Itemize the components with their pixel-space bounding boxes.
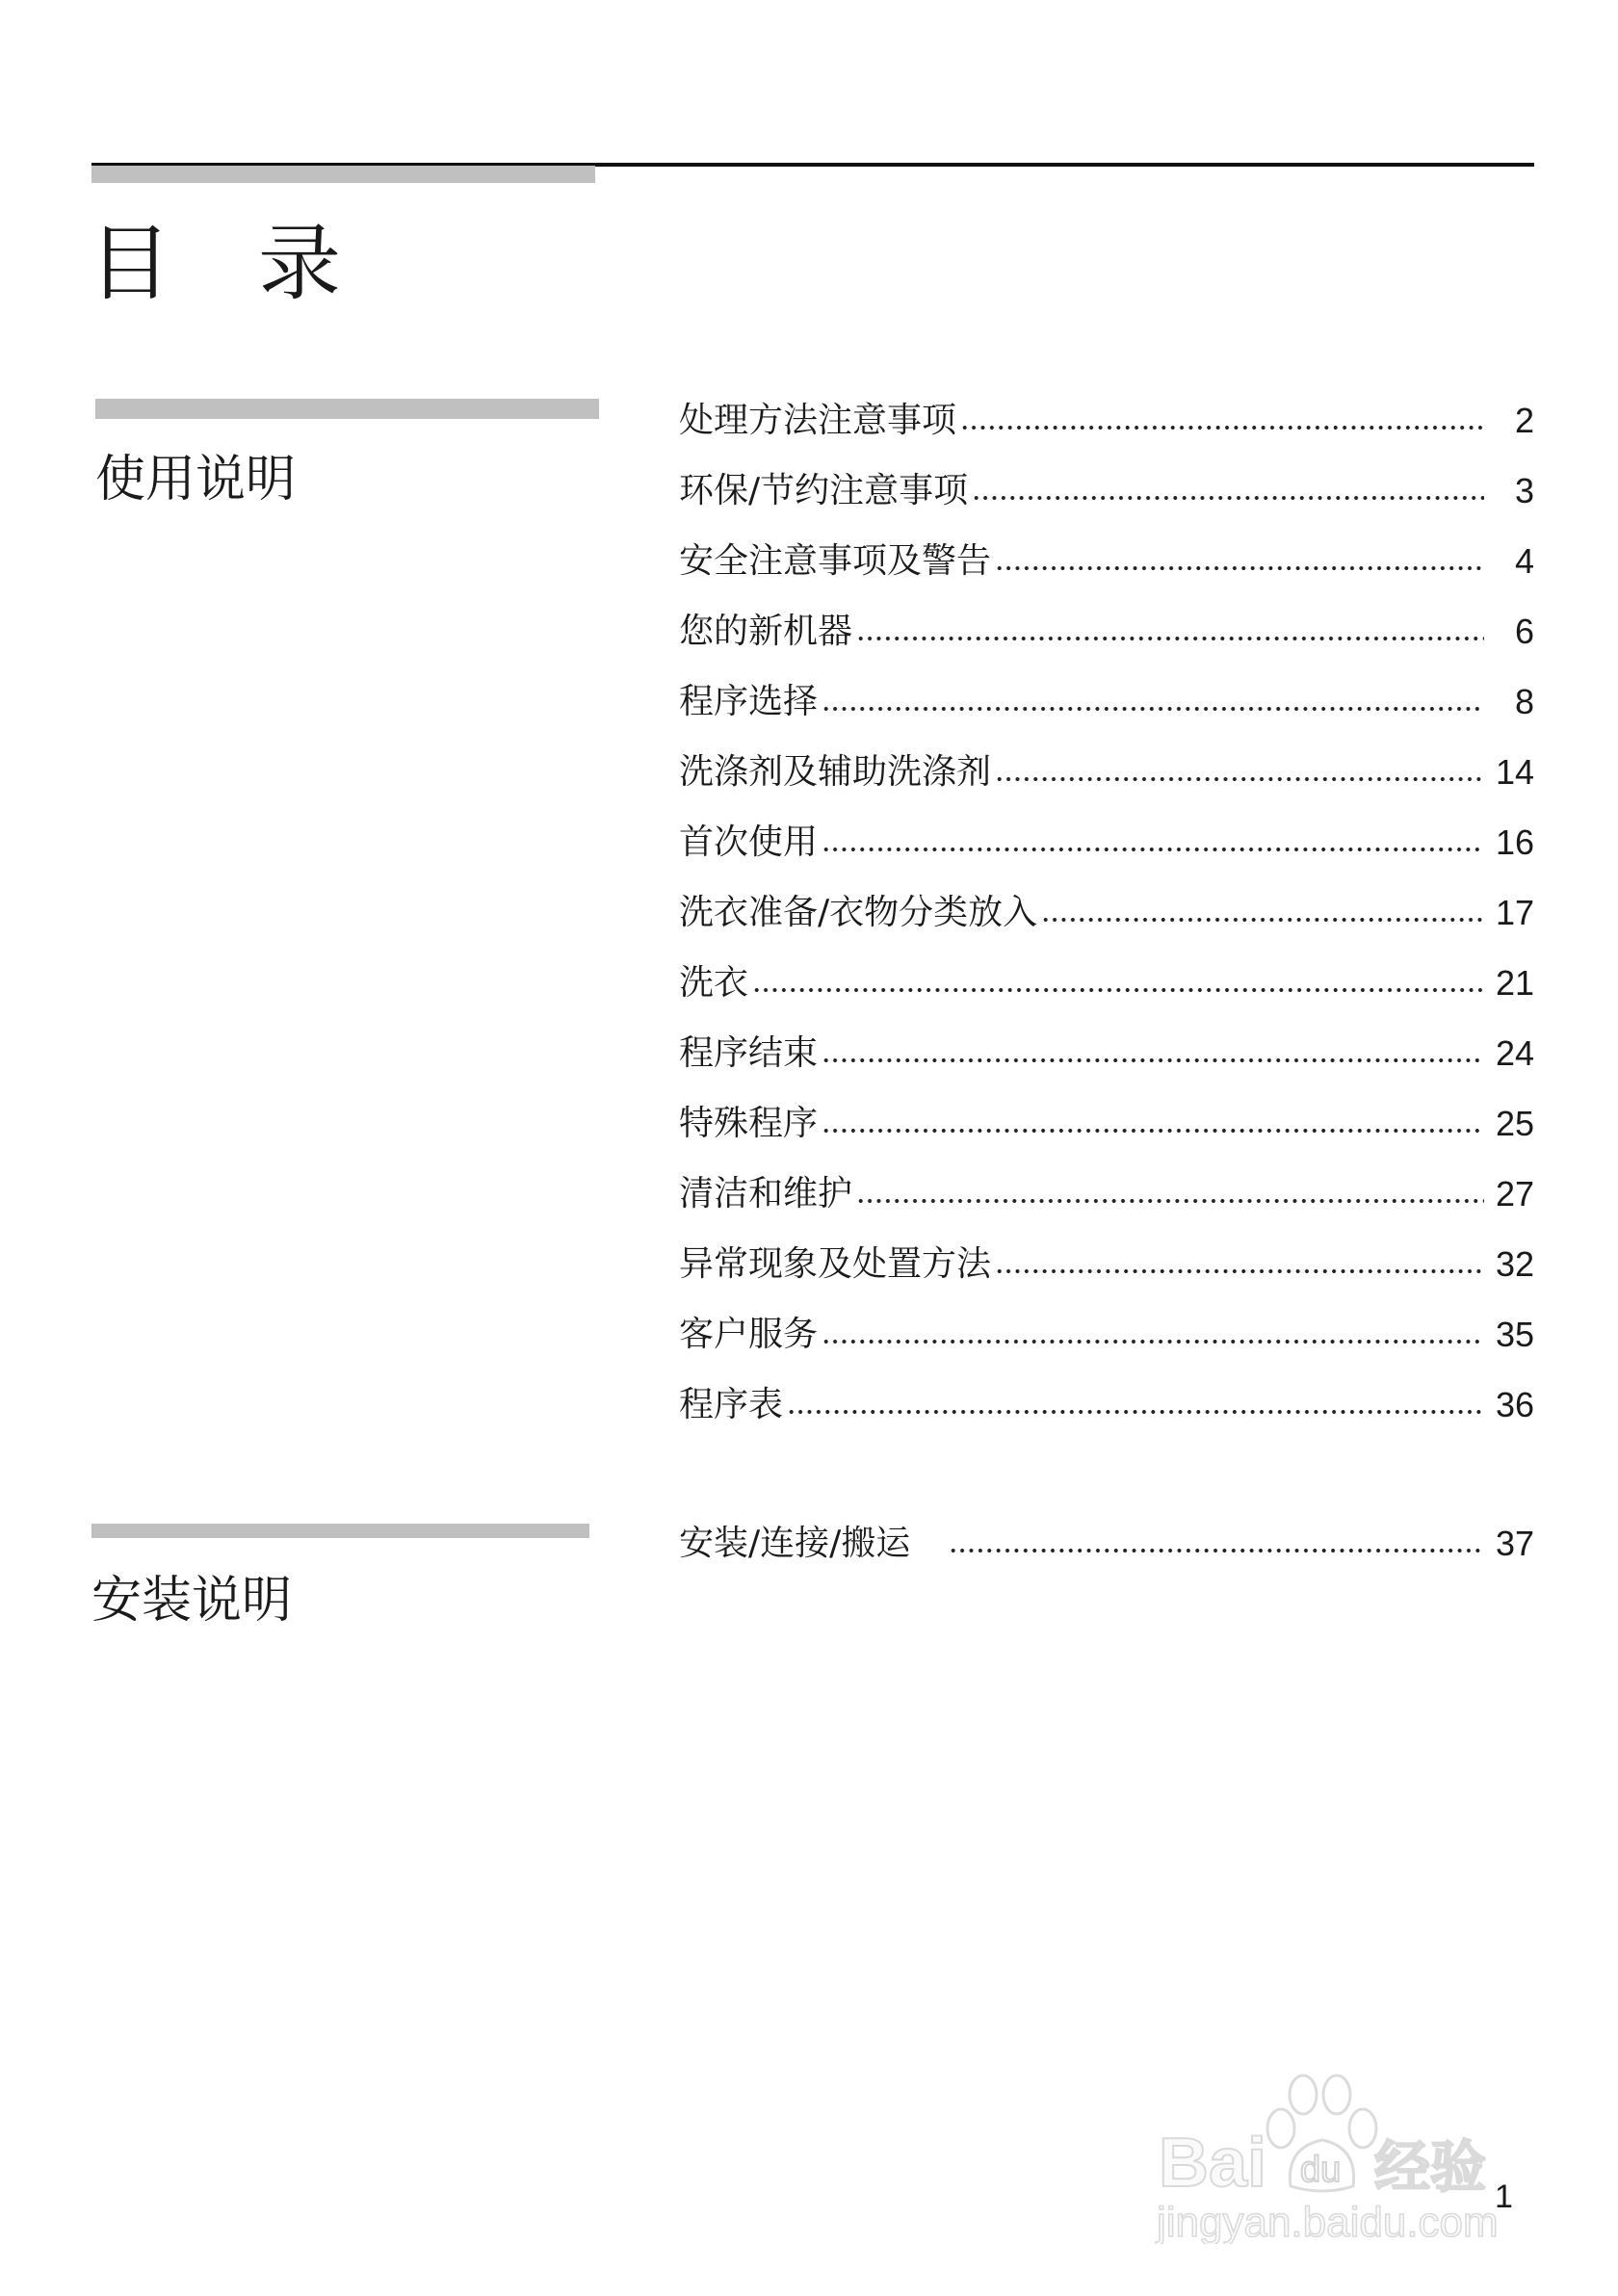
dot-leader [995, 776, 1484, 782]
toc-entry[interactable] [679, 723, 1534, 794]
entry-label: 安全注意事项及警告 [679, 541, 992, 581]
dot-leader [822, 706, 1484, 712]
entry-page: 27 [1495, 1174, 1534, 1213]
toc-install [679, 1495, 1534, 1565]
section-bar-install [91, 1524, 589, 1538]
baidu-watermark-logo [1151, 2051, 1536, 2244]
entry-label: 处理方法注意事项 [679, 401, 957, 440]
svg-text:jingyan.baidu.com: jingyan.baidu.com [1157, 2199, 1499, 2244]
entry-label: 程序选择 [679, 682, 819, 721]
dot-leader [995, 1268, 1484, 1274]
page-title [89, 218, 341, 310]
title-char-1: 目 [89, 216, 171, 312]
dot-leader [972, 495, 1484, 501]
entry-page: 16 [1495, 822, 1534, 862]
title-bar [91, 166, 595, 183]
entry-label: 程序表 [679, 1385, 784, 1424]
toc-entry[interactable] [679, 1495, 1534, 1565]
toc-entry[interactable] [679, 1356, 1534, 1426]
toc-entry[interactable] [679, 934, 1534, 1004]
entry-page: 8 [1514, 682, 1534, 721]
dot-leader [949, 1548, 1484, 1553]
toc-entry[interactable] [679, 512, 1534, 583]
entry-page: 17 [1495, 893, 1534, 932]
entry-label: 洗涤剂及辅助洗涤剂 [679, 752, 992, 792]
entry-label: 首次使用 [679, 822, 819, 862]
toc-entry[interactable] [679, 864, 1534, 934]
entry-page: 32 [1495, 1244, 1534, 1284]
dot-leader [752, 987, 1484, 993]
toc-entry[interactable] [679, 442, 1534, 512]
toc-entry[interactable] [679, 794, 1534, 864]
svg-text:经验: 经验 [1374, 2134, 1487, 2200]
entry-page: 14 [1495, 752, 1534, 792]
entry-page: 2 [1514, 401, 1534, 440]
dot-leader [822, 1057, 1484, 1063]
entry-page: 6 [1514, 612, 1534, 651]
dot-leader [822, 1339, 1484, 1344]
toc-entry[interactable] [679, 1215, 1534, 1286]
entry-label: 程序结束 [679, 1033, 819, 1073]
dot-leader [787, 1409, 1484, 1415]
dot-leader [960, 425, 1484, 430]
entry-page: 4 [1514, 541, 1534, 581]
entry-label: 客户服务 [679, 1315, 819, 1354]
entry-page: 3 [1514, 471, 1534, 510]
entry-label: 环保/节约注意事项 [679, 471, 969, 510]
section-bar-usage [95, 399, 599, 419]
entry-label: 您的新机器 [679, 612, 853, 651]
entry-label: 清洁和维护 [679, 1174, 853, 1213]
toc-usage [679, 372, 1534, 1426]
entry-label: 异常现象及处置方法 [679, 1244, 992, 1284]
entry-page: 24 [1495, 1033, 1534, 1073]
entry-label: 洗衣准备/衣物分类放入 [679, 893, 1038, 932]
svg-text:du: du [1300, 2150, 1342, 2190]
entry-page: 35 [1495, 1315, 1534, 1354]
toc-entry[interactable] [679, 653, 1534, 723]
dot-leader [822, 847, 1484, 852]
entry-label: 安装/连接/搬运 [679, 1524, 911, 1563]
section-heading-usage: 使用说明 [95, 451, 297, 509]
entry-page: 36 [1495, 1385, 1534, 1424]
toc-entry[interactable] [679, 372, 1534, 442]
entry-page: 37 [1495, 1524, 1534, 1563]
toc-entry[interactable] [679, 1145, 1534, 1215]
title-char-2: 录 [258, 216, 341, 312]
svg-text:Bai: Bai [1159, 2125, 1267, 2202]
dot-leader [822, 1128, 1484, 1134]
entry-label: 特殊程序 [679, 1104, 819, 1143]
toc-entry[interactable] [679, 1075, 1534, 1145]
section-heading-install: 安装说明 [91, 1572, 293, 1630]
toc-entry[interactable] [679, 1004, 1534, 1075]
dot-leader [856, 1198, 1484, 1204]
entry-page: 21 [1495, 963, 1534, 1003]
dot-leader [1041, 917, 1484, 923]
dot-leader [995, 565, 1484, 571]
entry-page: 25 [1495, 1104, 1534, 1143]
toc-entry[interactable] [679, 1286, 1534, 1356]
toc-entry[interactable] [679, 583, 1534, 653]
page-number: 1 [1495, 2179, 1513, 2215]
entry-label: 洗衣 [679, 963, 749, 1003]
dot-leader [856, 636, 1484, 641]
